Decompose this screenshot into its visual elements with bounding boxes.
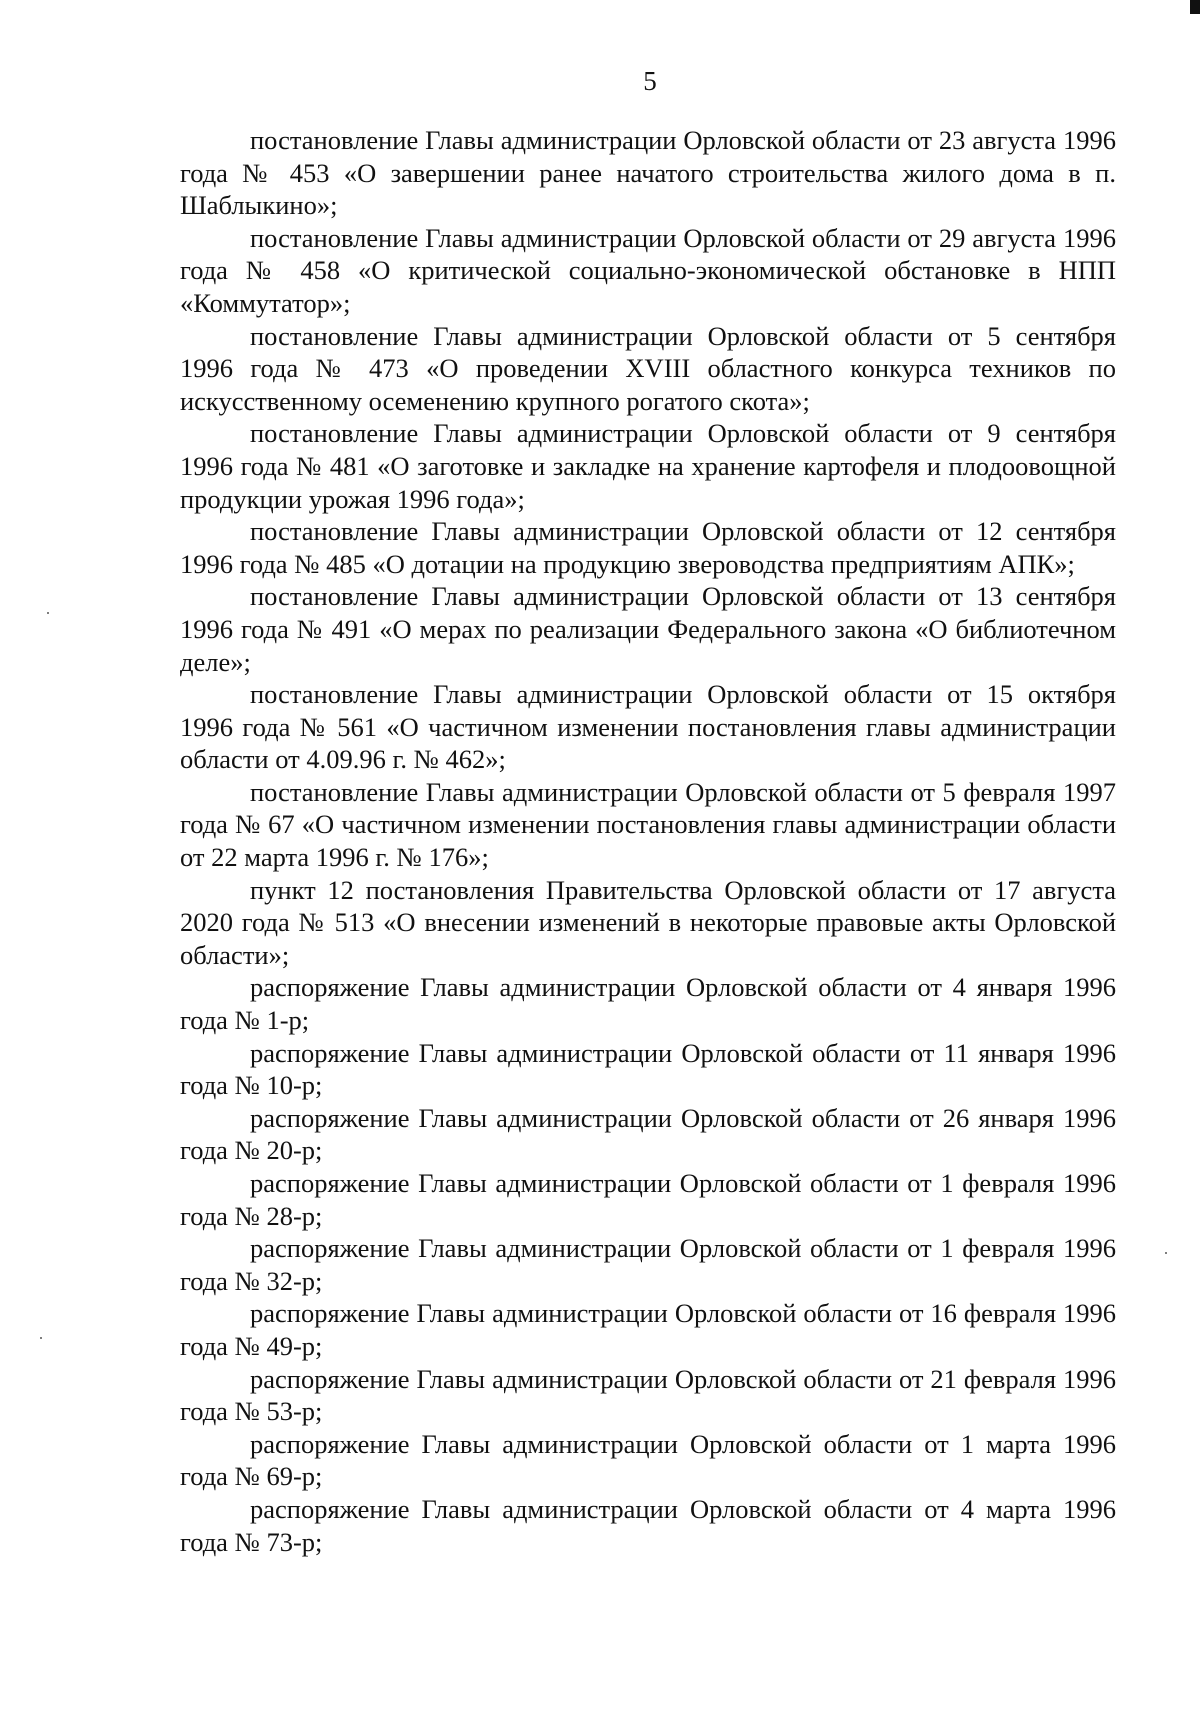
- list-item: распоряжение Главы администрации Орловской области от 4 марта 1996 года № 73-р;: [180, 1493, 1116, 1557]
- scan-corner-mark: [1190, 0, 1200, 14]
- scan-speck: [40, 1337, 42, 1339]
- page-number: 5: [643, 66, 657, 96]
- list-item: постановление Главы администрации Орловской области от 13 сентября 1996 года № 491 «О мерах по реализации Федерального закона «О библиотечном деле»;: [180, 581, 1116, 677]
- list-item: распоряжение Главы администрации Орловской области от 1 февраля 1996 года № 28-р;: [180, 1168, 1116, 1231]
- list-item: постановление Главы администрации Орловской области от 5 сентября 1996 года № 473 «О проведении XVIII областного конкурса техников по искусственному осеменению крупного рогатого скота»;: [180, 320, 1116, 416]
- list-item: пункт 12 постановления Правительства Орловской области от 17 августа 2020 года № 513 «О внесении изменений в некоторые правовые акты Орловской области»;: [180, 874, 1116, 970]
- list-item: распоряжение Главы администрации Орловской области от 11 января 1996 года № 10-р;: [180, 1037, 1116, 1101]
- list-item: распоряжение Главы администрации Орловской области от 26 января 1996 года № 20-р;: [180, 1102, 1116, 1166]
- scan-speck: [1165, 1252, 1167, 1254]
- list-item: постановление Главы администрации Орловской области от 15 октября 1996 года № 561 «О частичном изменении постановления главы администрации области от 4.09.96 г. № 462»;: [180, 679, 1116, 775]
- list-item: распоряжение Главы администрации Орловской области от 21 февраля 1996 года № 53-р;: [180, 1363, 1116, 1427]
- list-item: постановление Главы администрации Орловской области от 23 августа 1996 года № 453 «О завершении ранее начатого строительства жилого дома в п. Шаблыкино»;: [180, 125, 1116, 221]
- list-item: распоряжение Главы администрации Орловской области от 16 февраля 1996 года № 49-р;: [180, 1298, 1116, 1361]
- list-item: распоряжение Главы администрации Орловской области от 4 января 1996 года № 1-р;: [180, 972, 1116, 1036]
- list-item: постановление Главы администрации Орловской области от 9 сентября 1996 года № 481 «О заготовке и закладке на хранение картофеля и плодоовощной продукции урожая 1996 года»;: [180, 418, 1116, 514]
- list-item: постановление Главы администрации Орловской области от 29 августа 1996 года № 458 «О критической социально-экономической обстановке в НПП «Коммутатор»;: [180, 222, 1116, 318]
- document-body: [180, 124, 1116, 1558]
- list-item: распоряжение Главы администрации Орловской области от 1 февраля 1996 года № 32-р;: [180, 1233, 1116, 1296]
- list-item: распоряжение Главы администрации Орловской области от 1 марта 1996 года № 69-р;: [180, 1428, 1116, 1492]
- list-item: постановление Главы администрации Орловской области от 12 сентября 1996 года № 485 «О дотации на продукцию звероводства предприятиям АПК»;: [180, 516, 1116, 579]
- scan-speck: [47, 612, 49, 614]
- list-item: постановление Главы администрации Орловской области от 5 февраля 1997 года № 67 «О частичном изменении постановления главы администрации области от 22 марта 1996 г. № 176»;: [180, 776, 1116, 873]
